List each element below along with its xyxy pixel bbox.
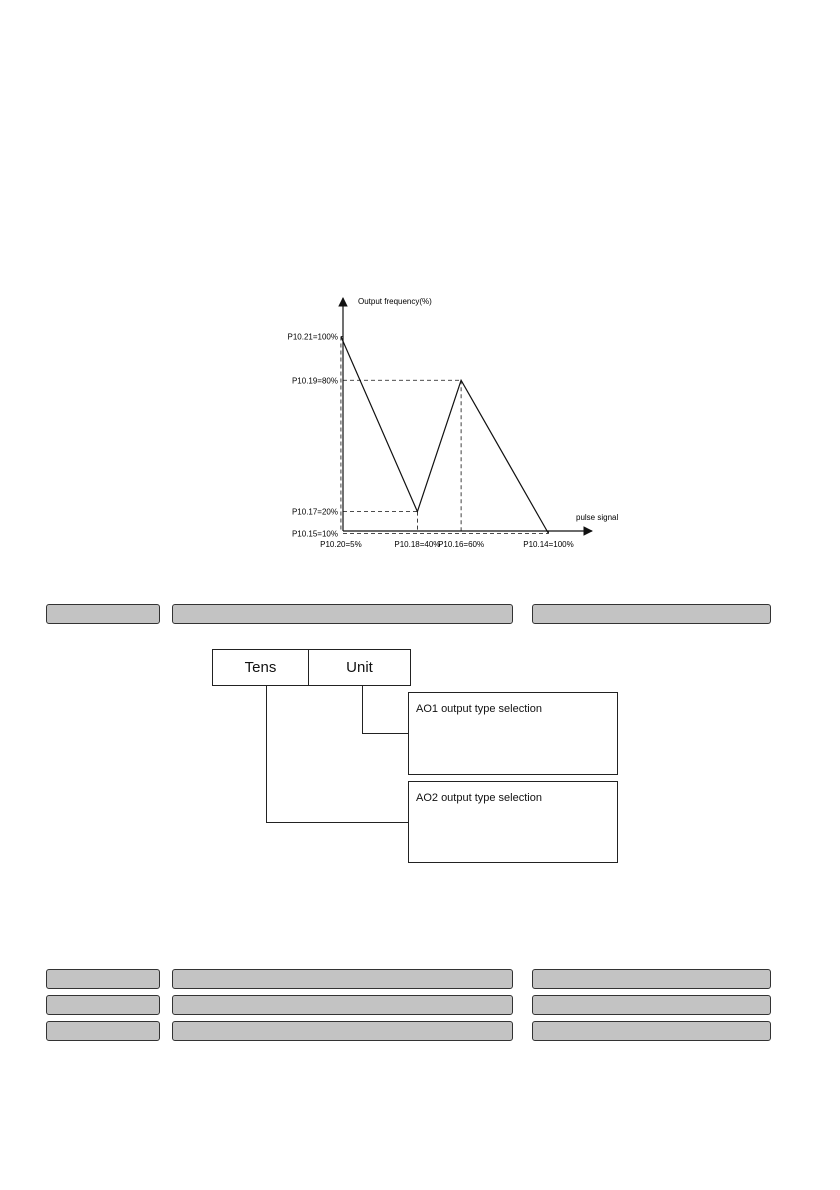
row-bar-1-col1 bbox=[46, 969, 160, 989]
unit-connector-horizontal bbox=[362, 733, 408, 734]
unit-digit-box bbox=[308, 649, 411, 686]
y-axis-label: Output frequency(%) bbox=[358, 297, 432, 306]
row-bar-3-col1 bbox=[46, 1021, 160, 1041]
ao2-selection-label: AO2 output type selection bbox=[416, 792, 542, 804]
row-bar-1-col3 bbox=[532, 969, 771, 989]
x-tick-label-1: P10.18=40% bbox=[394, 540, 441, 549]
tens-connector-horizontal bbox=[266, 822, 408, 823]
row-bar-3-col2 bbox=[172, 1021, 513, 1041]
row-bar-3-col3 bbox=[532, 1021, 771, 1041]
y-tick-label-1: P10.19=80% bbox=[291, 376, 338, 386]
unit-connector-vertical bbox=[362, 686, 363, 733]
frequency-series-line bbox=[341, 337, 549, 534]
ao1-selection-box bbox=[408, 692, 618, 775]
tens-digit-box bbox=[212, 649, 309, 686]
row-bar-1-col2 bbox=[172, 969, 513, 989]
header-bar-1-col2 bbox=[172, 604, 513, 624]
x-tick-label-0: P10.20=5% bbox=[320, 540, 362, 549]
ao1-selection-label: AO1 output type selection bbox=[416, 703, 542, 715]
y-tick-label-0: P10.21=100% bbox=[287, 332, 338, 342]
x-tick-label-3: P10.14=100% bbox=[523, 540, 574, 549]
x-axis-label: pulse signal bbox=[576, 513, 619, 522]
row-bar-2-col3 bbox=[532, 995, 771, 1015]
ao2-selection-box bbox=[408, 781, 618, 863]
y-tick-label-2: P10.17=20% bbox=[291, 507, 338, 517]
x-tick-label-2: P10.16=60% bbox=[438, 540, 485, 549]
header-bar-1-col1 bbox=[46, 604, 160, 624]
y-tick-label-3: P10.15=10% bbox=[291, 529, 338, 539]
row-bar-2-col2 bbox=[172, 995, 513, 1015]
tens-connector-vertical bbox=[266, 686, 267, 822]
tens-label: Tens bbox=[244, 659, 277, 676]
unit-label: Unit bbox=[346, 659, 373, 676]
row-bar-2-col1 bbox=[46, 995, 160, 1015]
header-bar-1-col3 bbox=[532, 604, 771, 624]
